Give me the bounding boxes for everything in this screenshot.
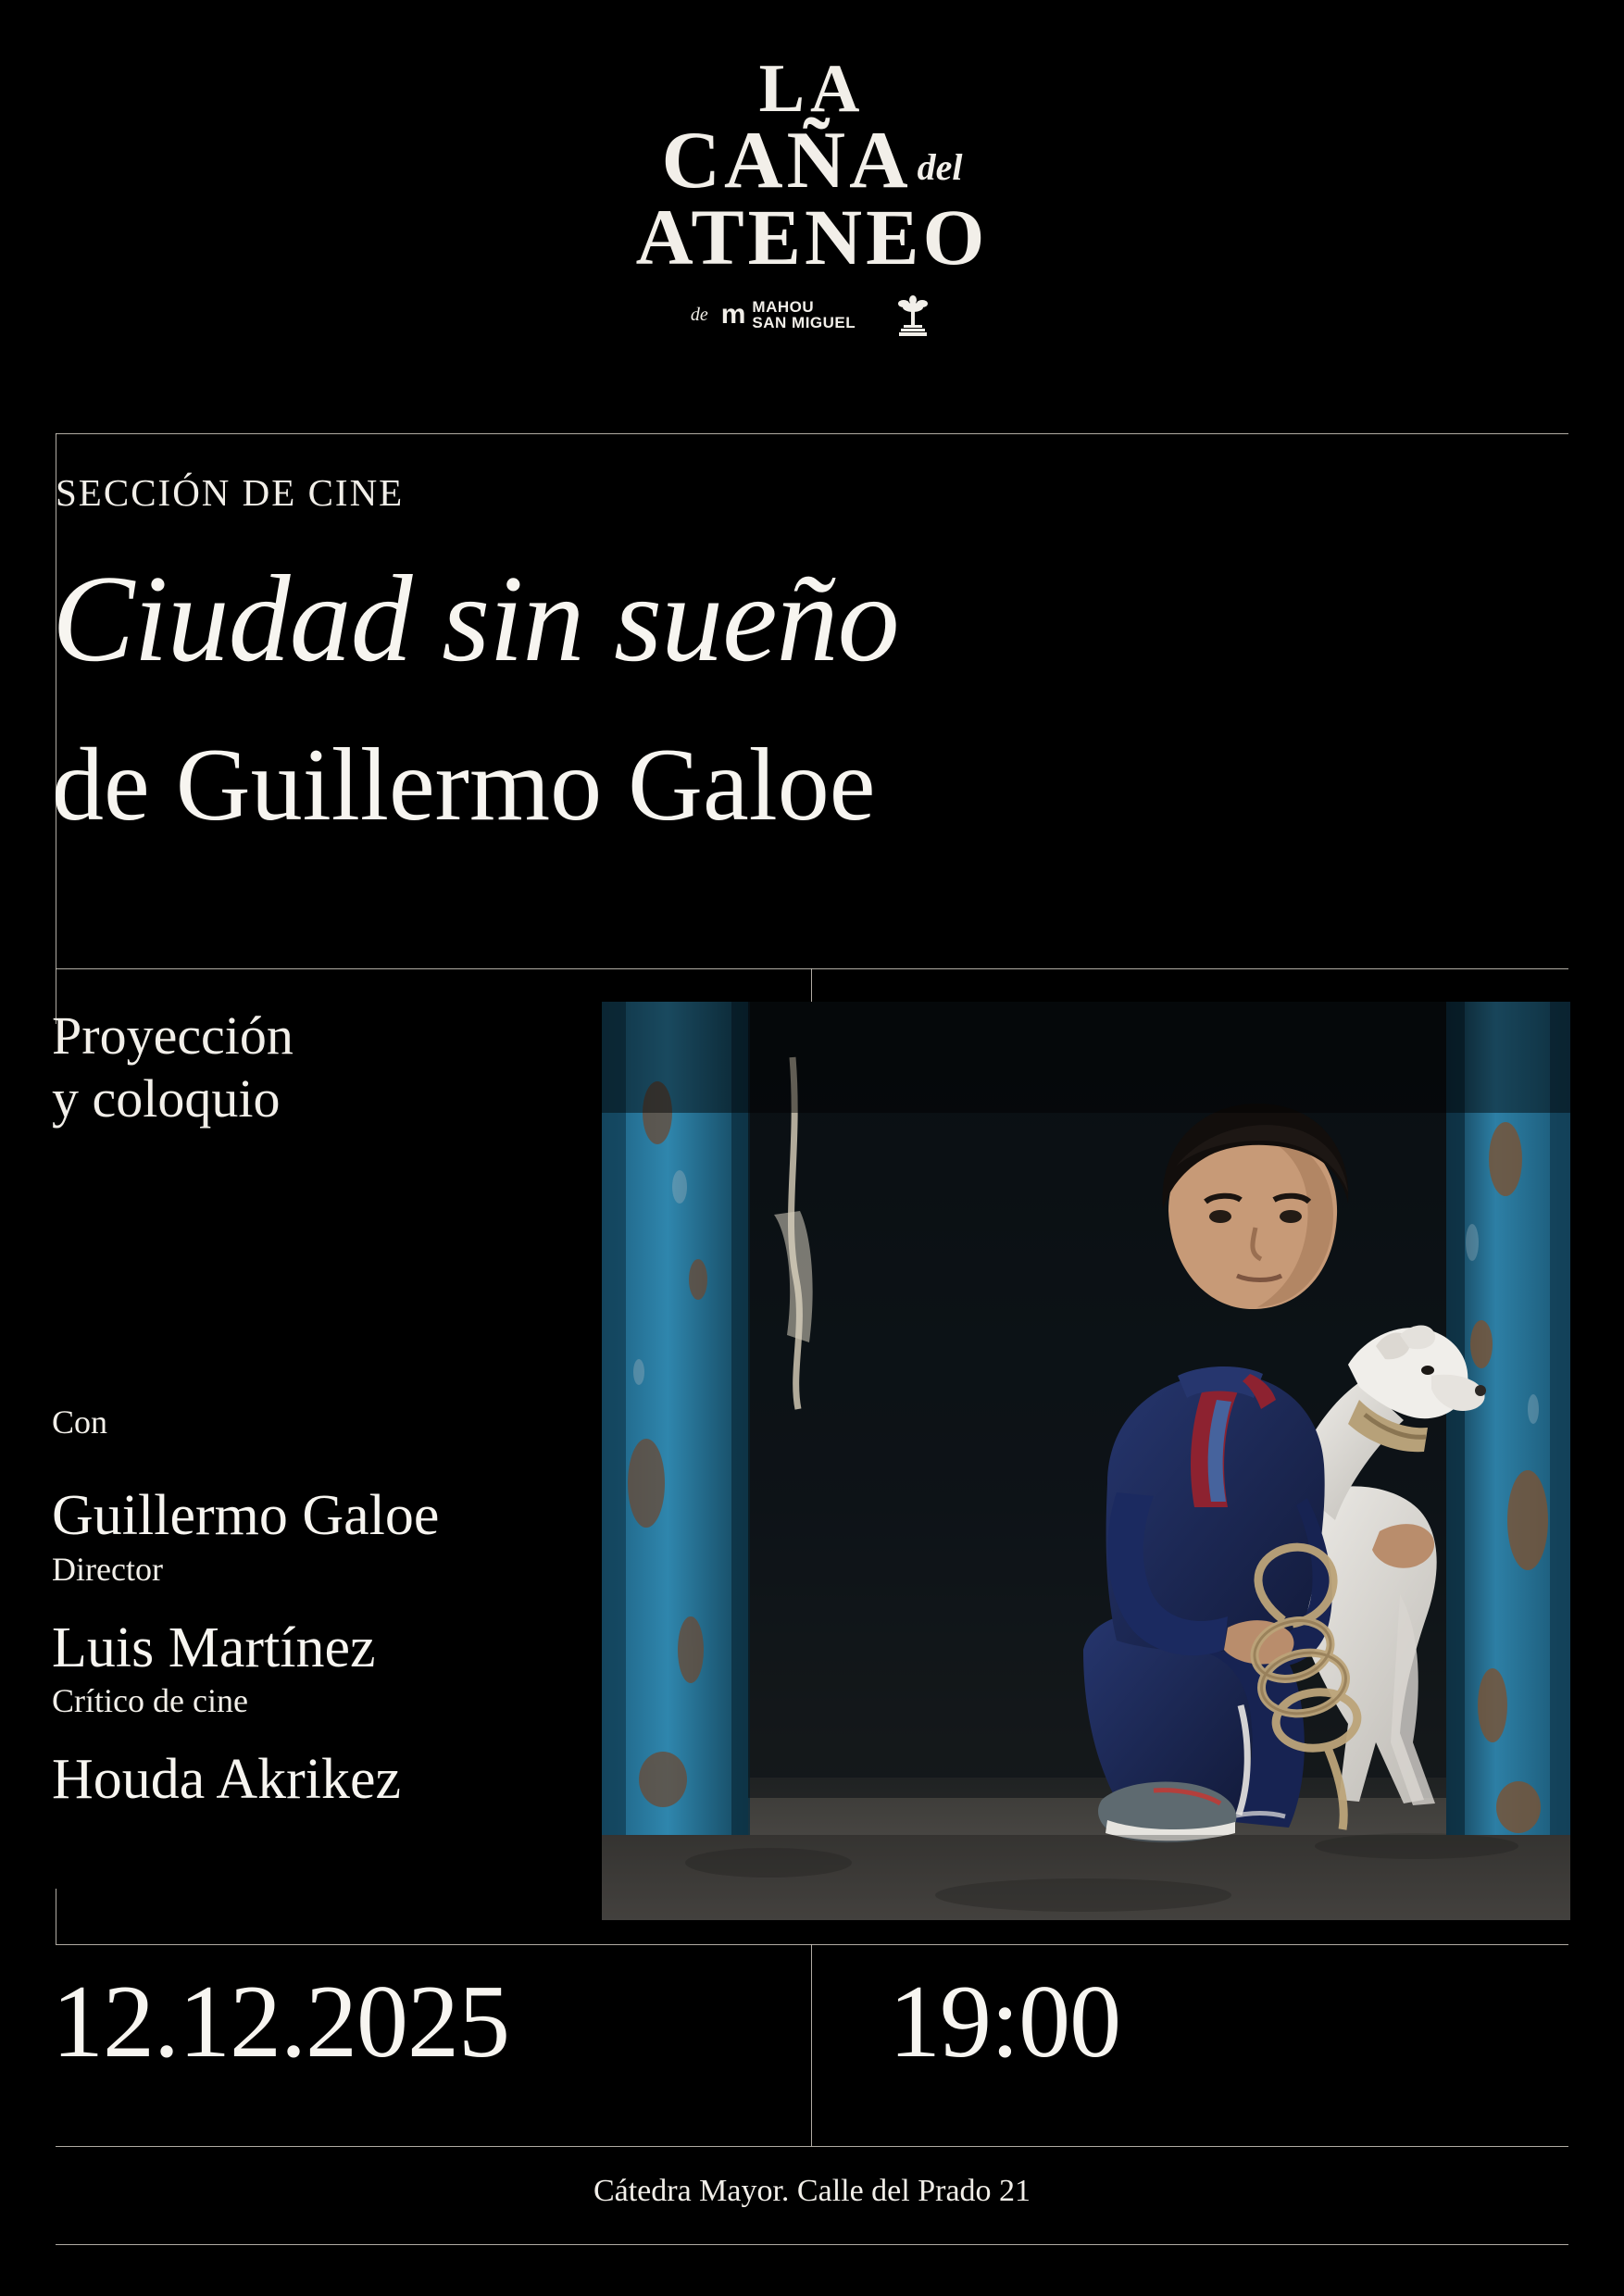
divider-above-date [56,1944,1568,1945]
film-still-photo [602,1002,1570,1920]
event-date: 12.12.2025 [52,1965,509,2079]
divider-top [56,433,1568,434]
ateneo-crest-icon [893,289,933,341]
mahou-wordmark [752,299,856,331]
guest-name: Guillermo Galoe [52,1484,440,1547]
brand-line-la: LA [758,51,866,127]
mahou-m-icon: m [720,299,745,331]
format-line-1: Proyección [52,1005,294,1066]
guest-name: Houda Akrikez [52,1748,402,1812]
divider-vertical-date-time [811,1944,812,2146]
brand-cana-text: CAÑA [661,116,912,206]
section-label: SECCIÓN DE CINE [56,471,405,514]
mahou-name-line2: SAN MIGUEL [752,314,856,332]
sponsor-prefix: de [690,304,708,325]
event-venue: Cátedra Mayor. Calle del Prado 21 [593,2174,1031,2208]
brand-line-ateneo: ATENEO [635,193,989,282]
divider-below-date [56,2146,1568,2147]
mahou-logo [721,299,856,331]
divider-under-title [56,968,1568,969]
brand-wordmark [0,51,1624,282]
format-line-2: y coloquio [52,1068,281,1129]
brand-logo [0,51,1624,341]
guests-list [52,1486,607,1813]
brand-sponsor [0,289,1624,341]
event-time: 19:00 [889,1965,1121,2079]
guest-role: Director [52,1550,163,1588]
divider-bottom [56,2244,1568,2245]
format-block [52,1004,570,1131]
mahou-name-line1: MAHOU [752,298,815,317]
brand-del-text: del [917,146,963,189]
guests-label: Con [52,1404,108,1441]
brand-line-cana [0,116,1624,206]
guest-role: Crítico de cine [52,1682,248,1720]
film-title: Ciudad sin sueño [52,550,899,687]
film-director-line: de Guillermo Galoe [52,728,876,842]
guest-name: Luis Martínez [52,1616,376,1679]
